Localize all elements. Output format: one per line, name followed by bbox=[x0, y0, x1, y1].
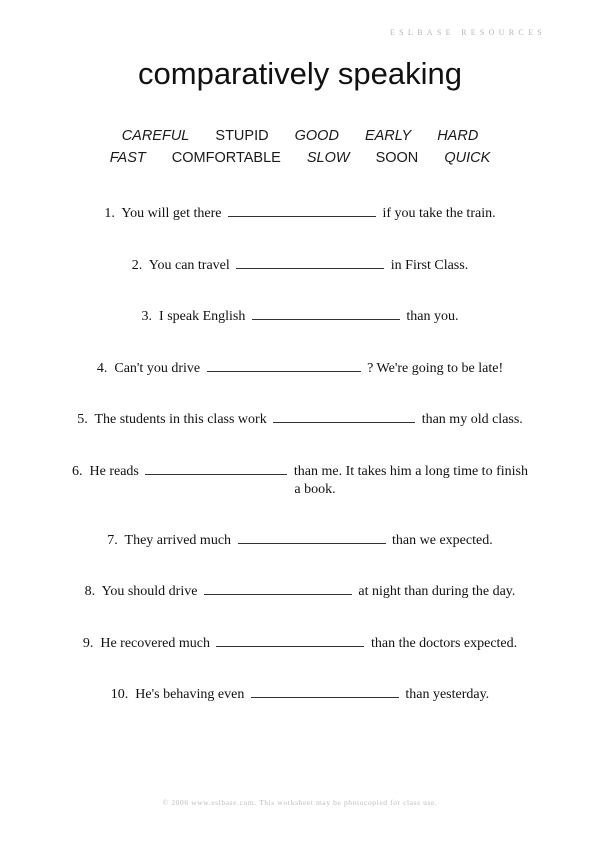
word-bank-item: STUPID bbox=[215, 128, 269, 144]
question-number: 8. bbox=[84, 584, 96, 599]
question-text: than me. It takes him a long time to finish bbox=[293, 464, 528, 479]
question-text: than my old class. bbox=[421, 412, 523, 427]
question-text: in First Class. bbox=[390, 258, 469, 273]
question-text: Can't you drive bbox=[114, 361, 201, 376]
question-text: a book. bbox=[294, 482, 336, 497]
footer-copyright: © 2006 www.eslbase.com. This worksheet may be photocopied for class use. bbox=[162, 798, 438, 807]
question-1 bbox=[0, 204, 600, 222]
question-text: You will get there bbox=[121, 206, 222, 221]
question-text: ? We're going to be late! bbox=[367, 361, 504, 376]
question-number: 5. bbox=[77, 412, 88, 427]
word-bank-row-1 bbox=[0, 128, 600, 144]
answer-blank[interactable] bbox=[145, 462, 287, 475]
question-text: He's behaving even bbox=[135, 687, 245, 702]
question-text: He reads bbox=[89, 464, 139, 479]
word-bank-item: HARD bbox=[437, 128, 479, 144]
question-7 bbox=[0, 531, 600, 549]
question-text: than you. bbox=[406, 309, 459, 324]
question-number: 9. bbox=[82, 636, 94, 651]
answer-blank[interactable] bbox=[251, 685, 399, 698]
question-6 bbox=[0, 462, 600, 499]
answer-blank[interactable] bbox=[207, 359, 361, 372]
answer-blank[interactable] bbox=[228, 204, 376, 217]
question-number: 7. bbox=[107, 533, 118, 548]
page-title: comparatively speaking bbox=[138, 56, 462, 91]
word-bank-item: CAREFUL bbox=[121, 128, 190, 144]
question-text: You can travel bbox=[148, 258, 230, 273]
answer-blank[interactable] bbox=[236, 256, 384, 269]
question-10 bbox=[0, 685, 600, 703]
question-number: 10. bbox=[110, 687, 129, 702]
question-number: 1. bbox=[104, 206, 115, 221]
word-bank-item: COMFORTABLE bbox=[171, 150, 281, 166]
answer-blank[interactable] bbox=[238, 531, 386, 544]
question-number: 4. bbox=[96, 361, 108, 376]
word-bank-item: SLOW bbox=[306, 150, 350, 166]
question-8 bbox=[0, 582, 600, 600]
question-text: You should drive bbox=[101, 584, 198, 599]
question-text: at night than during the day. bbox=[358, 584, 516, 599]
question-3 bbox=[0, 307, 600, 325]
answer-blank[interactable] bbox=[252, 307, 400, 320]
question-text: if you take the train. bbox=[382, 206, 496, 221]
word-bank-row-2 bbox=[0, 150, 600, 166]
brand-header: ESLBASE RESOURCES bbox=[390, 28, 547, 37]
question-number: 2. bbox=[131, 258, 143, 273]
answer-blank[interactable] bbox=[204, 582, 352, 595]
question-number: 3. bbox=[141, 309, 153, 324]
question-4 bbox=[0, 359, 600, 377]
word-bank-item: EARLY bbox=[364, 128, 412, 144]
answer-blank[interactable] bbox=[273, 410, 415, 423]
question-9 bbox=[0, 634, 600, 652]
question-text: than yesterday. bbox=[405, 687, 490, 702]
question-number: 6. bbox=[72, 464, 83, 479]
question-text: They arrived much bbox=[124, 533, 232, 548]
question-text: The students in this class work bbox=[94, 412, 267, 427]
answer-blank[interactable] bbox=[216, 634, 364, 647]
word-bank-item: GOOD bbox=[294, 128, 339, 144]
word-bank-item: FAST bbox=[109, 150, 146, 166]
question-5 bbox=[0, 410, 600, 428]
word-bank-item: QUICK bbox=[444, 150, 491, 166]
question-text: than the doctors expected. bbox=[370, 636, 518, 651]
question-text: He recovered much bbox=[100, 636, 210, 651]
question-text: than we expected. bbox=[392, 533, 493, 548]
question-text: I speak English bbox=[159, 309, 246, 324]
word-bank-item: SOON bbox=[375, 150, 419, 166]
question-2 bbox=[0, 256, 600, 274]
